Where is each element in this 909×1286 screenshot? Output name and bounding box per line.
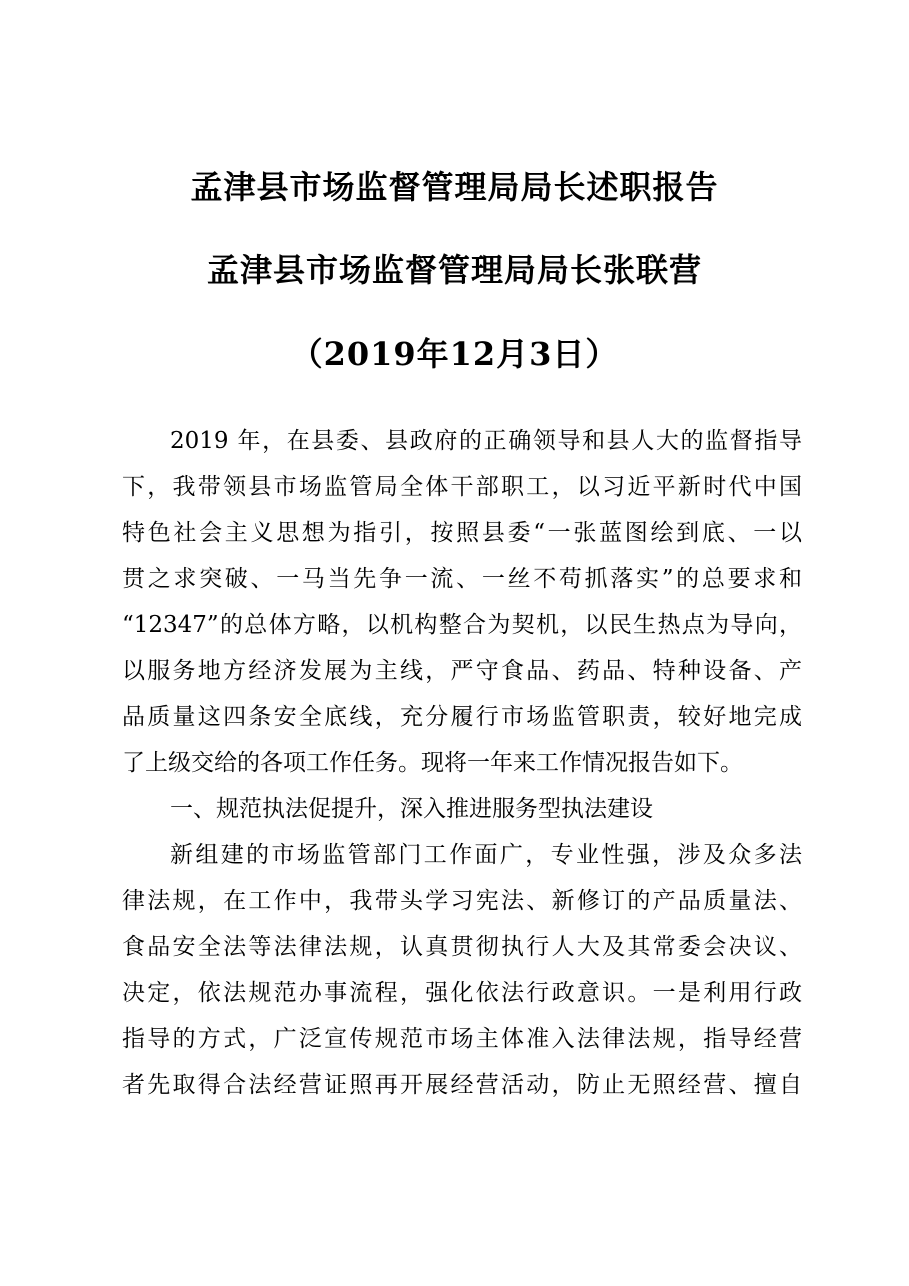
report-title: 孟津县市场监督管理局局长述职报告 bbox=[190, 168, 719, 206]
body-line: 食品安全法等法律法规，认真贯彻执行人大及其常委会决议、 bbox=[122, 934, 802, 960]
report-date: （2019年12月3日） bbox=[290, 335, 619, 373]
body-line: “12347”的总体方略，以机构整合为契机，以民生热点为导向， bbox=[122, 612, 802, 638]
body-line: 新组建的市场监管部门工作面广，专业性强，涉及众多法 bbox=[170, 842, 802, 868]
body-line: 品质量这四条安全底线，充分履行市场监管职责，较好地完成 bbox=[122, 704, 802, 730]
body-line: 特色社会主义思想为指引，按照县委“一张蓝图绘到底、一以 bbox=[122, 520, 802, 546]
report-body bbox=[122, 418, 802, 1108]
section-heading: 一、规范执法促提升，深入推进服务型执法建设 bbox=[170, 796, 653, 822]
body-line: 2019 年，在县委、县政府的正确领导和县人大的监督指导 bbox=[170, 428, 802, 454]
body-line: 律法规，在工作中，我带头学习宪法、新修订的产品质量法、 bbox=[122, 888, 802, 914]
report-author: 孟津县市场监督管理局局长张联营 bbox=[206, 251, 702, 289]
body-line: 贯之求突破、一马当先争一流、一丝不苟抓落实”的总要求和 bbox=[122, 566, 802, 592]
body-line: 指导的方式，广泛宣传规范市场主体准入法律法规，指导经营 bbox=[122, 1026, 802, 1052]
body-line: 决定，依法规范办事流程，强化依法行政意识。一是利用行政 bbox=[122, 980, 802, 1006]
body-line: 者先取得合法经营证照再开展经营活动，防止无照经营、擅自 bbox=[122, 1072, 802, 1098]
body-line: 下，我带领县市场监管局全体干部职工，以习近平新时代中国 bbox=[122, 474, 802, 500]
body-line: 了上级交给的各项工作任务。现将一年来工作情况报告如下。 bbox=[122, 750, 743, 776]
body-line: 以服务地方经济发展为主线，严守食品、药品、特种设备、产 bbox=[122, 658, 802, 684]
